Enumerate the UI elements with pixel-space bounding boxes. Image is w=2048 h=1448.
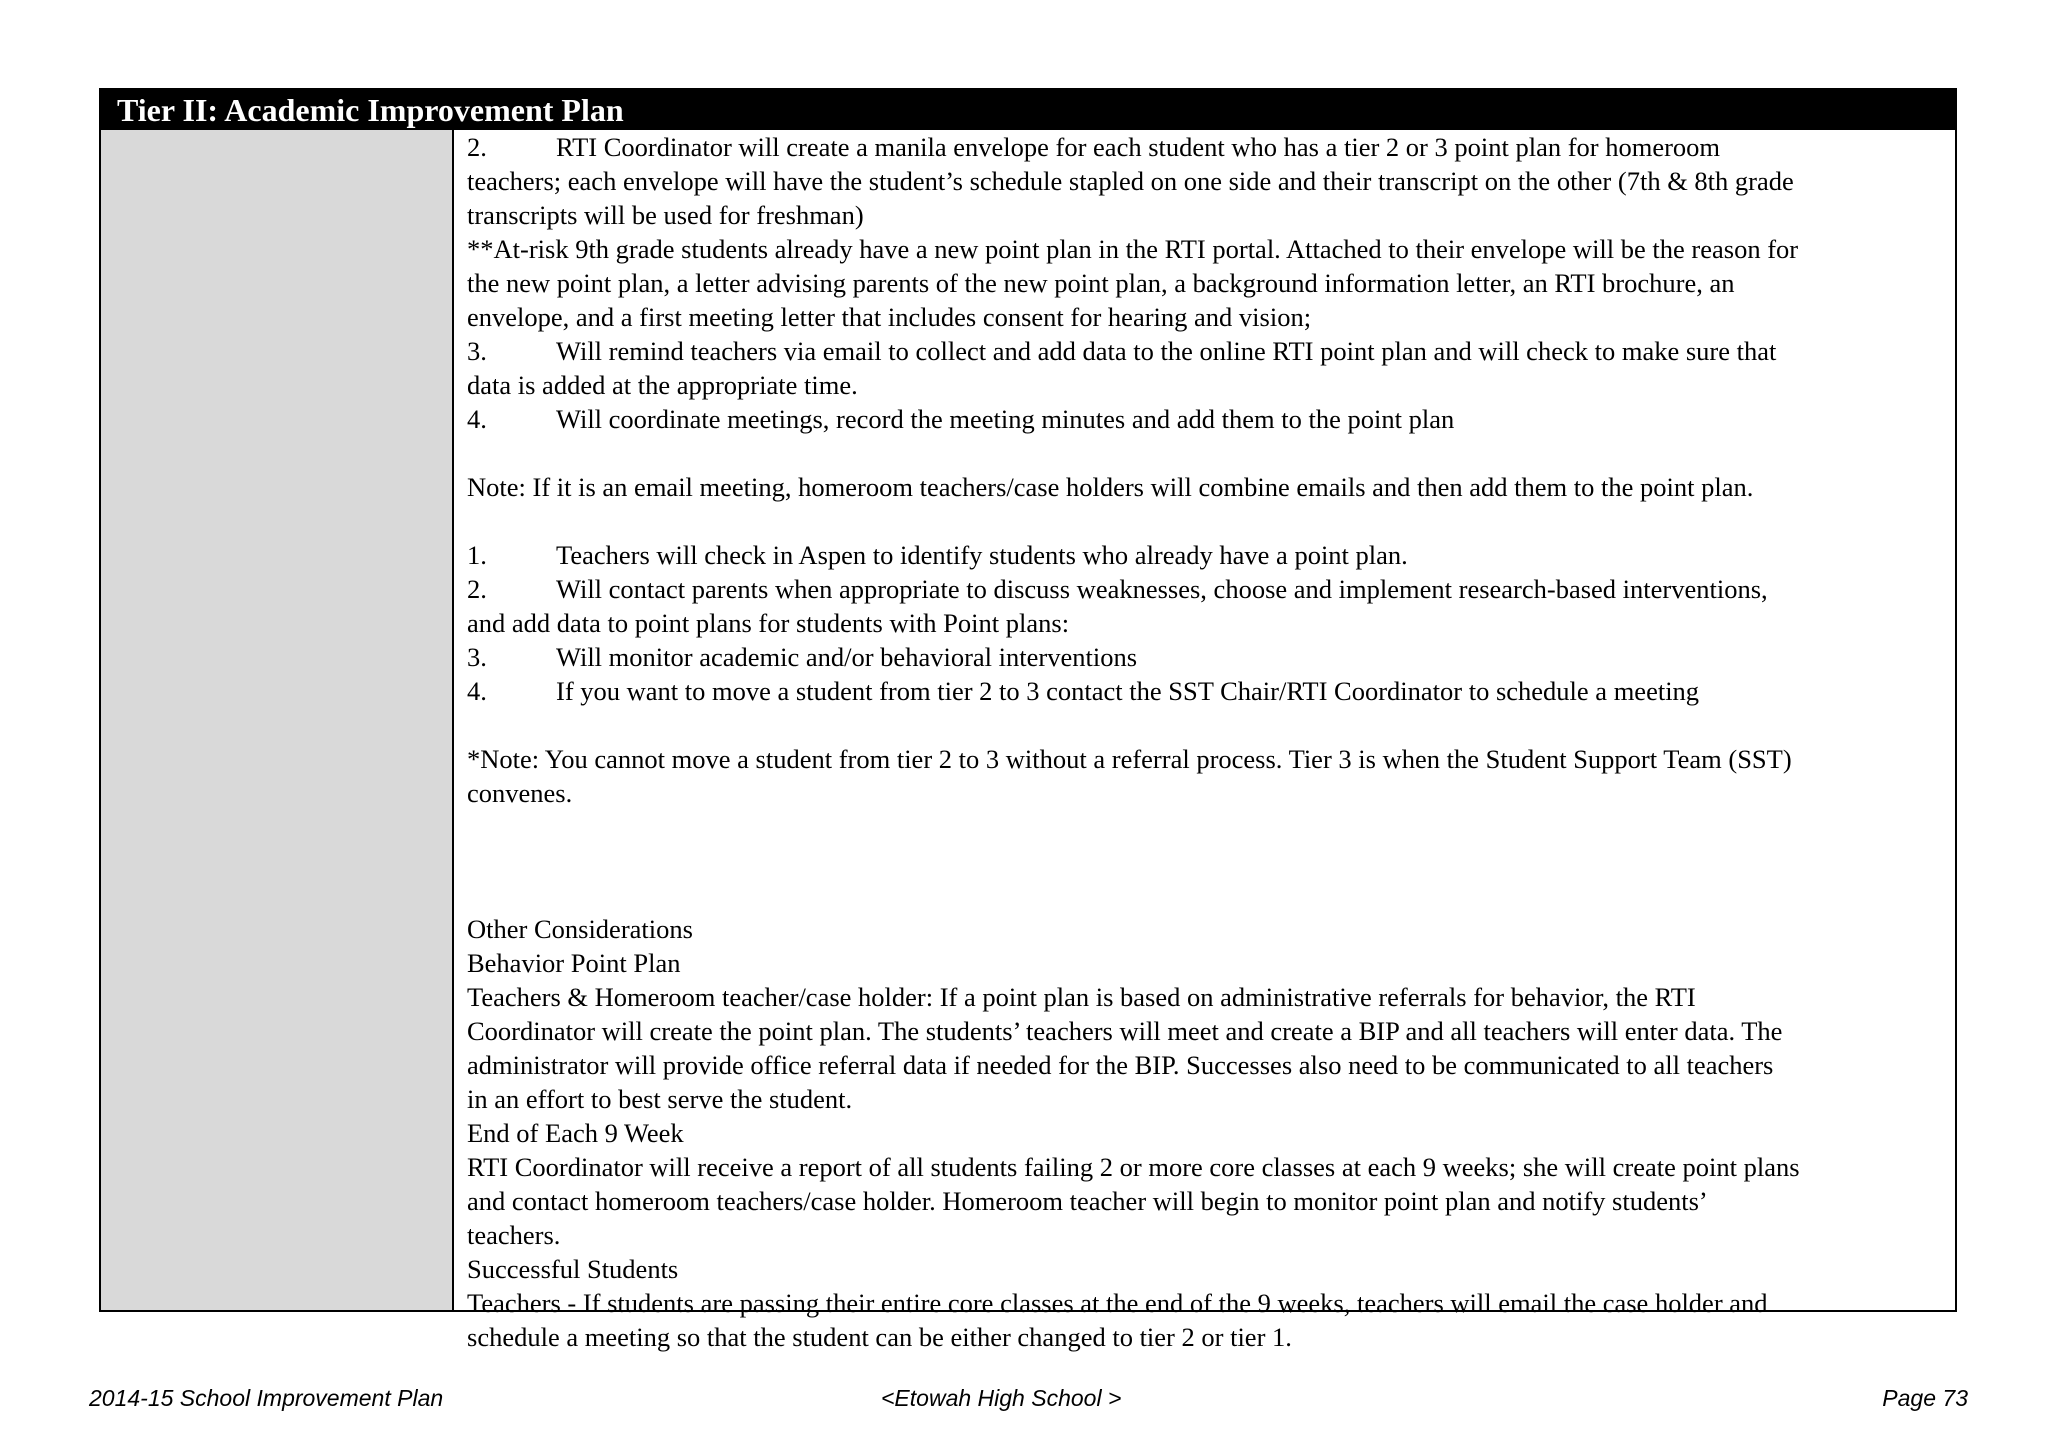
line-text: Will coordinate meetings, record the meeting minutes and add them to the point plan <box>556 404 1455 434</box>
text-line <box>467 606 1943 640</box>
text-line <box>467 1150 1943 1184</box>
text-line <box>467 946 1943 980</box>
text-line <box>467 1116 1943 1150</box>
text-line <box>467 912 1943 946</box>
line-text: Will monitor academic and/or behavioral interventions <box>556 642 1138 672</box>
text-line <box>467 1082 1943 1116</box>
numbered-line <box>467 402 1943 436</box>
line-text: End of Each 9 Week <box>467 1118 684 1148</box>
blank-line <box>467 436 1943 470</box>
numbered-line <box>467 130 1943 164</box>
text-line <box>467 1252 1943 1286</box>
text-line <box>467 1014 1943 1048</box>
list-number: 3. <box>467 336 487 366</box>
line-text: transcripts will be used for freshman) <box>467 200 864 230</box>
text-line <box>467 776 1943 810</box>
line-text: Note: If it is an email meeting, homeroom teachers/case holders will combine emails and then add them to the point plan. <box>467 472 1754 502</box>
line-text: Successful Students <box>467 1254 679 1284</box>
footer-plan-title: 2014-15 School Improvement Plan <box>89 1385 444 1411</box>
line-text: **At-risk 9th grade students already have a new point plan in the RTI portal. Attached to their envelope will be the reason for <box>467 234 1799 264</box>
blank-line <box>467 504 1943 538</box>
line-text: Teachers will check in Aspen to identify students who already have a point plan. <box>556 540 1408 570</box>
text-line <box>467 742 1943 776</box>
content-cell <box>454 130 1955 1352</box>
text-line <box>467 198 1943 232</box>
text-line <box>467 300 1943 334</box>
line-text: RTI Coordinator will create a manila envelope for each student who has a tier 2 or 3 point plan for homeroom <box>556 132 1721 162</box>
numbered-line <box>467 334 1943 368</box>
blank-line <box>467 844 1943 878</box>
list-number: 4. <box>467 676 487 706</box>
line-text: Will contact parents when appropriate to discuss weaknesses, choose and implement research-based interventions, <box>556 574 1768 604</box>
line-text: If you want to move a student from tier 2 to 3 contact the SST Chair/RTI Coordinator to schedule a meeting <box>556 676 1700 706</box>
text-line <box>467 266 1943 300</box>
line-text: Teachers & Homeroom teacher/case holder: If a point plan is based on administrative referrals for behavior, the RTI <box>467 982 1696 1012</box>
line-text: convenes. <box>467 778 573 808</box>
left-label-cell <box>101 130 454 1310</box>
text-line <box>467 1184 1943 1218</box>
line-text: Behavior Point Plan <box>467 948 681 978</box>
line-text: teachers; each envelope will have the student’s schedule stapled on one side and their transcript on the other (7th & 8th grade <box>467 166 1794 196</box>
line-text: in an effort to best serve the student. <box>467 1084 853 1114</box>
blank-line <box>467 878 1943 912</box>
text-line <box>467 1218 1943 1252</box>
line-text: Other Considerations <box>467 914 693 944</box>
line-text: schedule a meeting so that the student can be either changed to tier 2 or tier 1. <box>467 1322 1292 1352</box>
text-line <box>467 232 1943 266</box>
line-text: and add data to point plans for students with Point plans: <box>467 608 1070 638</box>
line-text: administrator will provide office referral data if needed for the BIP. Successes also need to be communicated to all teachers <box>467 1050 1774 1080</box>
text-line <box>467 470 1943 504</box>
table-title: Tier II: Academic Improvement Plan <box>101 90 1955 130</box>
line-text: the new point plan, a letter advising parents of the new point plan, a background information letter, an RTI brochure, an <box>467 268 1735 298</box>
list-number: 3. <box>467 642 487 672</box>
text-line <box>467 1048 1943 1082</box>
text-line <box>467 368 1943 402</box>
blank-line <box>467 810 1943 844</box>
line-text: RTI Coordinator will receive a report of all students failing 2 or more core classes at each 9 weeks; she will create point plans <box>467 1152 1800 1182</box>
footer-school-name: <Etowah High School > <box>881 1385 1122 1411</box>
line-text: Will remind teachers via email to collect and add data to the online RTI point plan and will check to make sure that <box>556 336 1777 366</box>
line-text: and contact homeroom teachers/case holder. Homeroom teacher will begin to monitor point plan and notify students’ <box>467 1186 1708 1216</box>
list-number: 2. <box>467 132 487 162</box>
line-text: Teachers - If students are passing their entire core classes at the end of the 9 weeks, teachers will email the case holder and <box>467 1288 1768 1318</box>
text-line <box>467 1286 1943 1320</box>
numbered-line <box>467 538 1943 572</box>
numbered-line <box>467 640 1943 674</box>
line-text: *Note: You cannot move a student from tier 2 to 3 without a referral process. Tier 3 is when the Student Support Team (SST) <box>467 744 1792 774</box>
text-line <box>467 1320 1943 1354</box>
list-number: 1. <box>467 540 487 570</box>
numbered-line <box>467 572 1943 606</box>
table-body <box>101 130 1955 1352</box>
list-number: 4. <box>467 404 487 434</box>
text-line <box>467 980 1943 1014</box>
plan-table <box>99 88 1957 1352</box>
line-text: Coordinator will create the point plan. The students’ teachers will meet and create a BIP and all teachers will enter data. The <box>467 1016 1783 1046</box>
footer-page-number: Page 73 <box>1882 1385 1968 1411</box>
numbered-line <box>467 674 1943 708</box>
line-text: data is added at the appropriate time. <box>467 370 858 400</box>
list-number: 2. <box>467 574 487 604</box>
text-line <box>467 164 1943 198</box>
blank-line <box>467 708 1943 742</box>
line-text: teachers. <box>467 1220 561 1250</box>
line-text: envelope, and a first meeting letter that includes consent for hearing and vision; <box>467 302 1312 332</box>
